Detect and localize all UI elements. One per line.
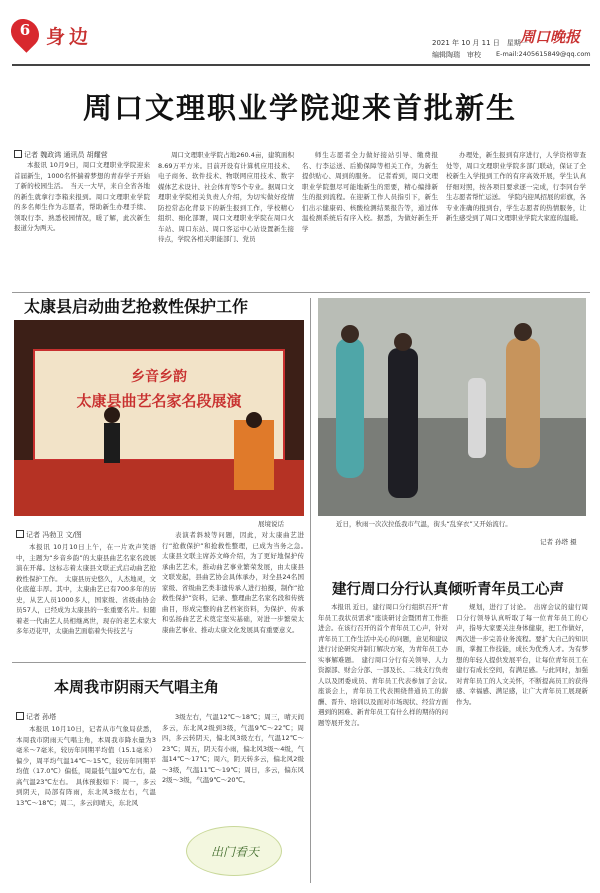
weather-text-1: 本报讯 10月10日，记者从市气象局获悉，本周我市阴雨天气唱主角，本周我市降水量为3毫米～7毫米，较历年同期平均值（15.1毫米）偏少，周平均气温14℃～15℃，较历年同期平均值（17.0℃）偏低，周最低气温9℃左右，最高气温23℃左右。 具体预报如下：周一，多云到阴天，局部有阵雨，东北风3级左右，气温13℃～18℃；周二，多云间晴天，东北风	[16, 725, 156, 807]
lead-text-2: 周口文理职业学院占地260.4亩，建筑面积8.69万平方米。目前开设有计算机应用技术、电子商务、软件技术、物联网应用技术、数字媒体艺术设计、社会体育等5个专业。据周口文理职业学院相关负责人介绍，为切实做好疫情防控常态化背景下的新生报到工作，学校精心组织、细化部署，周口文理职业学院在周口火车站、周口东站、周口客运中心站设置新生接待点，学院各相关职能部门、党员	[158, 151, 294, 243]
bank-column-1	[318, 602, 455, 882]
weather-divider	[12, 662, 306, 663]
lead-column-4	[446, 150, 586, 290]
lead-byline: 记者 魏政鸿 通讯员 胡耀营	[14, 150, 108, 160]
section-name: 身边	[46, 26, 93, 48]
taikang-column-1	[16, 542, 156, 654]
bank-text-2: 规划，进行了讨论。 出席会议的建行周口分行领导认真听取了每一位青年员工的心声，指导大家要关注身体健康，把工作做好，两次进一步完善业务流程。要扩大自己的知识面，掌握工作技能，成长为优秀人才。为有梦想的年轻人提供发展平台，让每位青年员工在建行有成长空间，有满足感。与此同时，加强对青年员工的人文关怀，不断提高员工的获得感、幸福感、满足感，让广大青年员工展现新作为。	[456, 603, 588, 706]
page-number: 6	[19, 21, 31, 39]
bank-column-2	[456, 602, 588, 882]
weather-headline: 本周我市阴雨天气唱主角	[54, 678, 220, 696]
taikang-text-1: 本报讯 10月10日上午，在一片欢声笑语中，主题为“乡音乡韵”的太康县曲艺名家名段展演在开幕。这标志着太康县文联正式启动曲艺抢救性保护工作。 太康县历史悠久，人杰地灵，文化底蕴丰厚。其中，太康曲艺已有700多年的历史，从艺人员1000多人，国家级、省级曲协会员57人，已经成为太康县的一张重要名片。但随着老一代曲艺人员相继离世，现存的老艺术家大多年迈花甲，太康曲艺面临着失传技艺与	[16, 543, 156, 635]
weather-stamp-text: 出门看天	[210, 845, 259, 859]
lead-column-1	[14, 160, 150, 290]
lead-text-3: 师生志愿者全力做好接站引导、缴费报名、行李运送、后勤保障等相关工作，为新生提供贴心、周到的服务。 记者看到，周口文理职业学院想尽可能地新生的需要，精心编排新生的报到流程。在迎新工作人员指引下，新生们出示健康码、核酸检测结果报告等，通过体温检测系统后有序入校。据悉，为做好新生开学	[302, 151, 438, 233]
column-divider	[310, 298, 311, 883]
taikang-byline: 记者 冯勃卫 文/图	[16, 530, 82, 540]
page-header	[12, 18, 590, 66]
lead-divider	[12, 292, 590, 293]
taikang-headline: 太康县启动曲艺抢救性保护工作	[24, 297, 249, 316]
masthead-logo: 周口晚报	[520, 28, 581, 46]
weather-column-1	[16, 724, 156, 882]
stage-banner-line1: 乡音乡韵	[131, 369, 187, 385]
taikang-column-2	[162, 530, 311, 654]
taikang-text-2: 表演者斜坡等问题，因此，对太康曲艺进行“抢救保护”和抢救性整理，已成为当务之急。 太康县文联主席苏文峰介绍，为了更好地保护传承曲艺艺术，推动曲艺事业繁荣发展，由太康县文联发起，县曲艺协会具体承办，对全县24名国家级、省级曲艺类非遗传承人进行拍摄，制作“抢救性保护”资料，记录、整理曲艺名家名段和传统曲目，形成完整的曲艺档案资料，为保护、传承和弘扬曲艺艺术奠定坚实基础，对进一步繁荣太康曲艺事业、推动太康文化发展具有重要意义。	[162, 531, 311, 634]
street-illustration	[318, 298, 586, 516]
lead-headline: 周口文理职业学院迎来首批新生	[82, 91, 517, 125]
weather-byline: 记者 孙塔	[16, 712, 56, 722]
taikang-photo	[14, 320, 304, 516]
stage-illustration	[14, 320, 304, 516]
issue-date: 2021 年 10 月 11 日 星期一	[432, 39, 528, 47]
editor-credit: 编辑陶瑞 审校	[432, 51, 481, 59]
bank-headline: 建行周口分行认真倾听青年员工心声	[332, 581, 564, 598]
weather-stamp	[186, 826, 282, 876]
taikang-photo-credit: 展境说话	[258, 520, 284, 528]
street-photo-credit: 记者 孙塔 摄	[540, 538, 577, 546]
weather-column-2	[162, 712, 304, 822]
header-rule	[12, 64, 590, 66]
street-photo-caption: 近日，秋雨一次次拉低我市气温，街头“乱穿衣”又开始流行。	[336, 520, 512, 528]
lead-text-1: 本报讯 10月9日，周口文理职业学院迎来首届新生，1000名怀揣着梦想的青春学子开始了新的校园生活。 当天一大早，来自全省各地的新生就拿行李箱来报到。周口文理职业学院的多名师生作为志愿者，帮助新生办理手续、领取行李、熟悉校园情况，暖了解，此次新生报道分为两天。	[14, 161, 150, 232]
lead-text-4: 办理处，新生报到有序进行，人学资格审查处等，周口文理职业学院多部门联动，保证了全校新生入学报到工作的有序高效开展，学生认真仔细对照，按各项目要求逐一完成，行李同台学生志愿者帮忙运送。 学院内迎风招展的彩旗，各专业准确的报到台，学生志愿者的热情服务，让新生感受到了周口文理职业学院大家庭的温暖。	[446, 151, 586, 222]
email: E-mail:2405615849@qq.com	[496, 50, 591, 58]
weather-text-2: 3级左右，气温12℃～18℃；周三，晴天间多云，东北风2级到3级，气温9℃～22℃；周四，多云转阴天，偏北风3级左右，气温12℃～23℃；周五，阴天有小雨，偏北风3级～4级，气温14℃～17℃；周六，阴天转多云，偏北风2级～3级，气温11℃～19℃；周日，多云，偏东风2级～3级，气温9℃～20℃。	[162, 713, 304, 784]
lead-column-2	[158, 150, 294, 290]
bank-text-1: 本报讯 近日，建行周口分行组织召开“青年员工我状员需求”座谈研讨会暨团青工作推进会。在该行召开的首个青年员工心声，针对青年员工工作生活中关心的问题，意见和建议进行讨论研究并制订解决方案，为青年员工办实事解难题。 建行周口分行有关领导、人力资源部、财会分部、一部及长、二线支行负责人以及团委成员、青年员工代表参加了会议。 座谈会上，青年员工代表围绕普通员工的薪酬、晋升、培训以及面对市场现状、经营方面遇到的困难、新青年员工有什么样的期待的问题等展开发言。	[318, 603, 455, 727]
street-photo	[318, 298, 586, 516]
lead-column-3	[302, 150, 438, 290]
stage-banner-line2: 太康县曲艺名家名段展演	[76, 392, 242, 410]
